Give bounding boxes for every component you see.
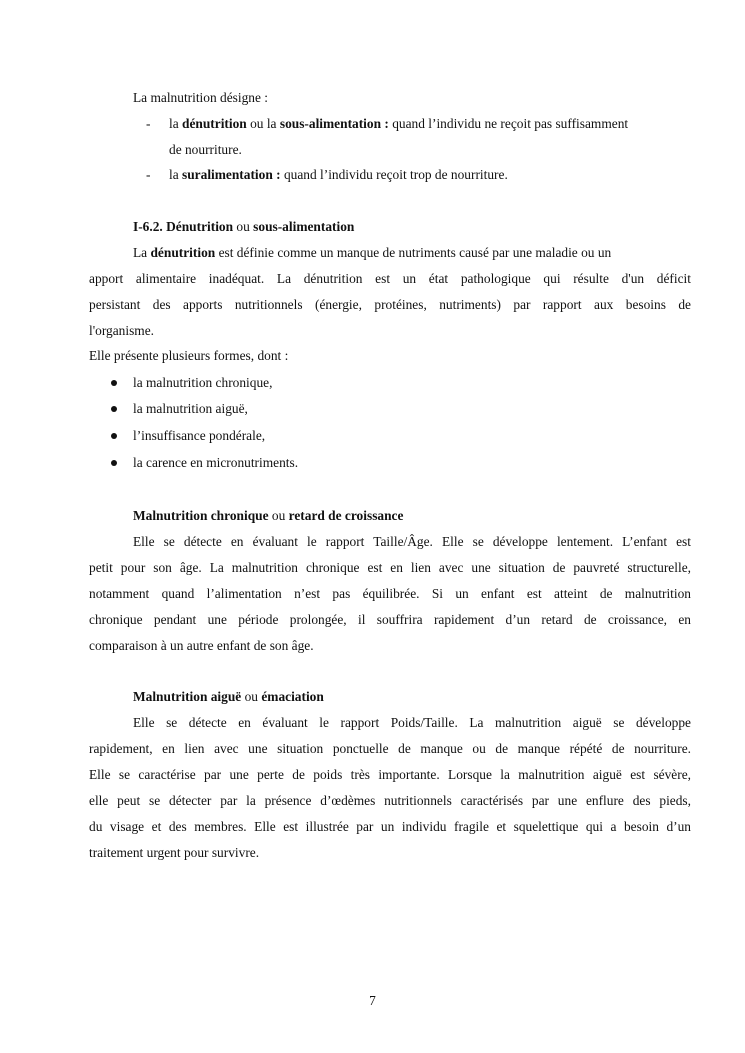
paragraph-line: comparaison à un autre enfant de son âge. (89, 638, 314, 653)
section-heading (133, 219, 354, 235)
bullet-icon (111, 406, 117, 412)
paragraph-line: notamment quand l’alimentation n’est pas équilibrée. Si un enfant est atteint de malnutrition (89, 586, 691, 601)
text: ou (268, 508, 289, 523)
paragraph-line: elle peut se détecter par la présence d’œdèmes nutritionnels caractérisés par une enflure des pieds, (89, 793, 691, 808)
text: quand l’individu reçoit trop de nourriture. (280, 167, 508, 182)
text (133, 245, 611, 261)
heading-bold: retard de croissance (288, 508, 404, 523)
paragraph-line (133, 245, 691, 261)
acute-heading (133, 689, 324, 705)
list-dash: - (146, 167, 151, 182)
paragraph-line: traitement urgent pour survivre. (89, 845, 260, 860)
text: la (169, 167, 183, 182)
paragraph-line: persistant des apports nutritionnels (énergie, protéines, nutriments) par rapport aux besoins de (89, 297, 691, 312)
text: est définie comme un manque de nutriments causé par une maladie ou un (215, 245, 612, 260)
term-suralimentation: suralimentation : (182, 167, 281, 182)
term-sous-alimentation: sous-alimentation : (279, 116, 389, 131)
list-item: la malnutrition chronique, (133, 375, 273, 390)
list-item: la carence en micronutriments. (133, 455, 299, 470)
chronic-heading (133, 508, 403, 524)
paragraph-line: du visage et des membres. Elle est illustrée par un individu fragile et squelettique qui a besoin d’un (89, 819, 691, 834)
list-item: l’insuffisance pondérale, (133, 428, 266, 443)
term-denutrition: dénutrition (150, 245, 216, 260)
heading-bold: émaciation (261, 689, 324, 704)
paragraph-line: petit pour son âge. La malnutrition chronique est en lien avec une situation de pauvreté structurelle, (89, 560, 691, 575)
list-item: la malnutrition aiguë, (133, 401, 248, 416)
text: La (133, 245, 151, 260)
heading-bold: Malnutrition chronique (133, 508, 269, 523)
paragraph-line: rapidement, en lien avec une situation ponctuelle de manque ou de manque répété de nourriture. (89, 741, 691, 756)
bullet-icon (111, 433, 117, 439)
bullet-icon (111, 380, 117, 386)
page-number: 7 (369, 993, 376, 1008)
intro-item-1 (169, 116, 691, 132)
paragraph-line: chronique pendant une période prolongée, il souffrira rapidement d’un retard de croissance, en (89, 612, 691, 627)
heading-bold: Malnutrition aiguë (133, 689, 242, 704)
forms-intro: Elle présente plusieurs formes, dont : (89, 348, 289, 363)
text: ou la (246, 116, 280, 131)
heading-bold: sous-alimentation (253, 219, 355, 234)
term-denutrition: dénutrition (182, 116, 247, 131)
text: la (169, 116, 183, 131)
list-dash: - (146, 116, 151, 131)
text: ou (241, 689, 262, 704)
paragraph-line: Elle se détecte en évaluant le rapport Taille/Âge. Elle se développe lentement. L’enfant est (133, 534, 691, 549)
intro-item-1-cont: de nourriture. (169, 142, 242, 157)
paragraph-line: l'organisme. (89, 323, 155, 338)
intro-title: La malnutrition désigne : (133, 90, 268, 105)
paragraph-line: Elle se caractérise par une perte de poids très importante. Lorsque la malnutrition aiguë est sévère, (89, 767, 691, 782)
bullet-icon (111, 460, 117, 466)
paragraph-line: apport alimentaire inadéquat. La dénutrition est un état pathologique qui résulte d'un déficit (89, 271, 691, 286)
intro-item-2 (169, 167, 508, 183)
text: quand l’individu ne reçoit pas suffisamment (388, 116, 629, 131)
text: ou (233, 219, 254, 234)
heading-bold: I-6.2. Dénutrition (133, 219, 234, 234)
paragraph-line: Elle se détecte en évaluant le rapport Poids/Taille. La malnutrition aiguë se développe (133, 715, 691, 730)
